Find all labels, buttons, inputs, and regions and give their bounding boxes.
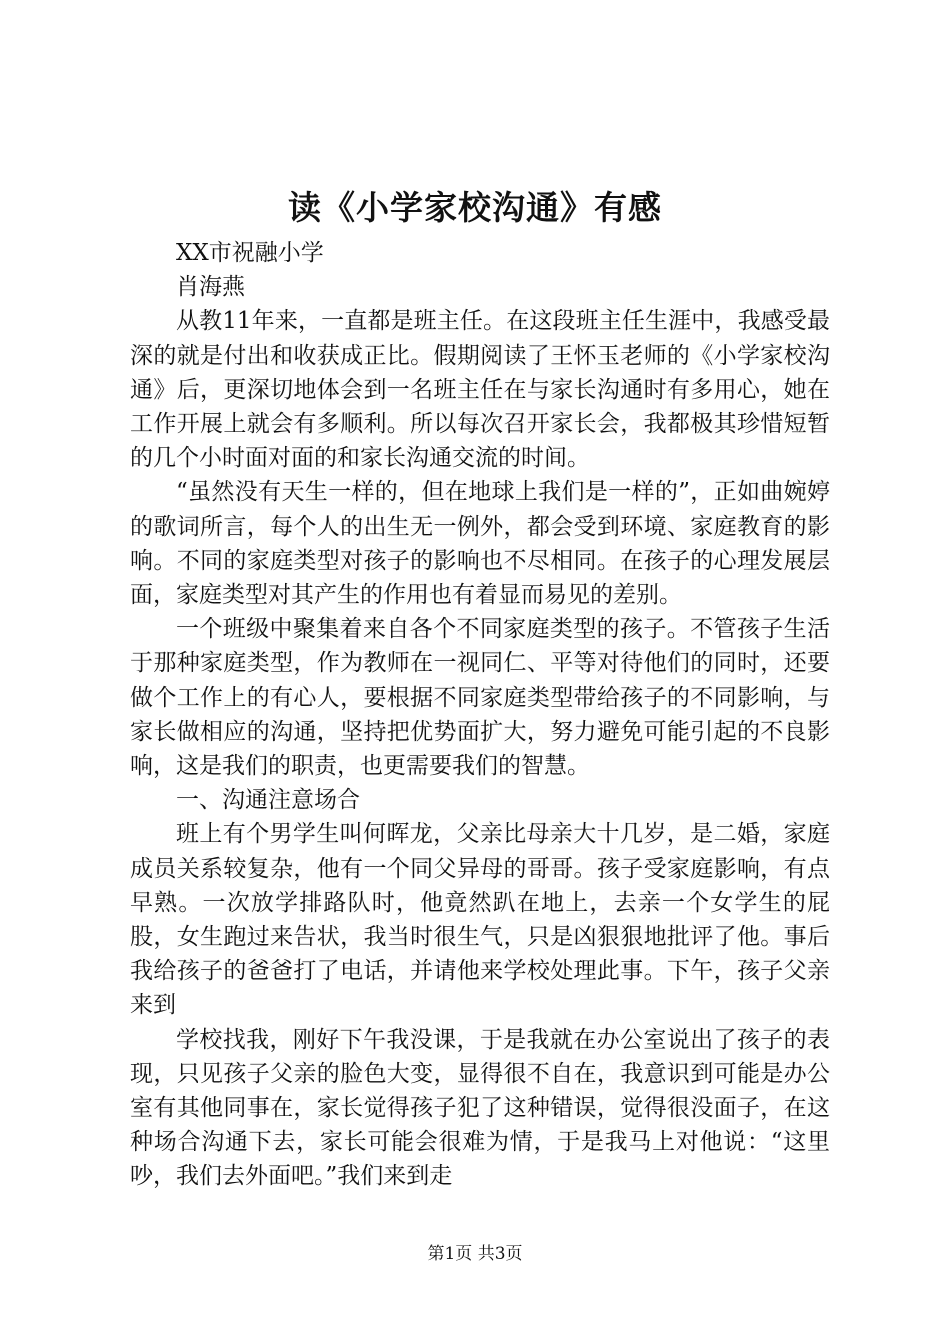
body-paragraph-3: 一个班级中聚集着来自各个不同家庭类型的孩子。不管孩子生活于那种家庭类型，作为教师在一视同仁、平等对待他们的同时，还要做个工作上的有心人，要根据不同家庭类型带给孩子的不同影响，与家长做相应的沟通，坚持把优势面扩大，努力避免可能引起的不良影响，这是我们的职责，也更需要我们的智慧。	[130, 616, 830, 780]
document-title: 读《小学家校沟通》有感	[288, 188, 662, 227]
page-footer: 第1页 共3页	[427, 1244, 523, 1264]
body-paragraph-5: 学校找我，刚好下午我没课，于是我就在办公室说出了孩子的表现，只见孩子父亲的脸色大变，显得很不自在，我意识到可能是办公室有其他同事在，家长觉得孩子犯了这种错误，觉得很没面子，在这种场合沟通下去，家长可能会很难为情，于是我马上对他说：“这里吵，我们去外面吧。”我们来到走	[130, 1026, 830, 1190]
document-body	[130, 236, 830, 1194]
section-heading: 一、沟通注意场合	[176, 787, 360, 814]
body-paragraph-1: 从教11年来，一直都是班主任。在这段班主任生涯中，我感受最深的就是付出和收获成正比。假期阅读了王怀玉老师的《小学家校沟通》后，更深切地体会到一名班主任在与家长沟通时有多用心，她在工作开展上就会有多顺利。所以每次召开家长会，我都极其珍惜短暂的几个小时面对面的和家长沟通交流的时间。	[130, 308, 830, 472]
school-line: XX市祝融小学	[176, 240, 324, 266]
body-paragraph-2: “虽然没有天生一样的，但在地球上我们是一样的”，正如曲婉婷的歌词所言，每个人的出生无一例外，都会受到环境、家庭教育的影响。不同的家庭类型对孩子的影响也不尽相同。在孩子的心理发展层面，家庭类型对其产生的作用也有着显而易见的差别。	[130, 479, 830, 609]
body-paragraph-4: 班上有个男学生叫何晖龙，父亲比母亲大十几岁，是二婚，家庭成员关系较复杂，他有一个同父异母的哥哥。孩子受家庭影响，有点早熟。一次放学排路队时，他竟然趴在地上，去亲一个女学生的屁股，女生跑过来告状，我当时很生气，只是凶狠狠地批评了他。事后我给孩子的爸爸打了电话，并请他来学校处理此事。下午，孩子父亲来到	[130, 821, 830, 1019]
author-line: 肖海燕	[176, 274, 245, 301]
